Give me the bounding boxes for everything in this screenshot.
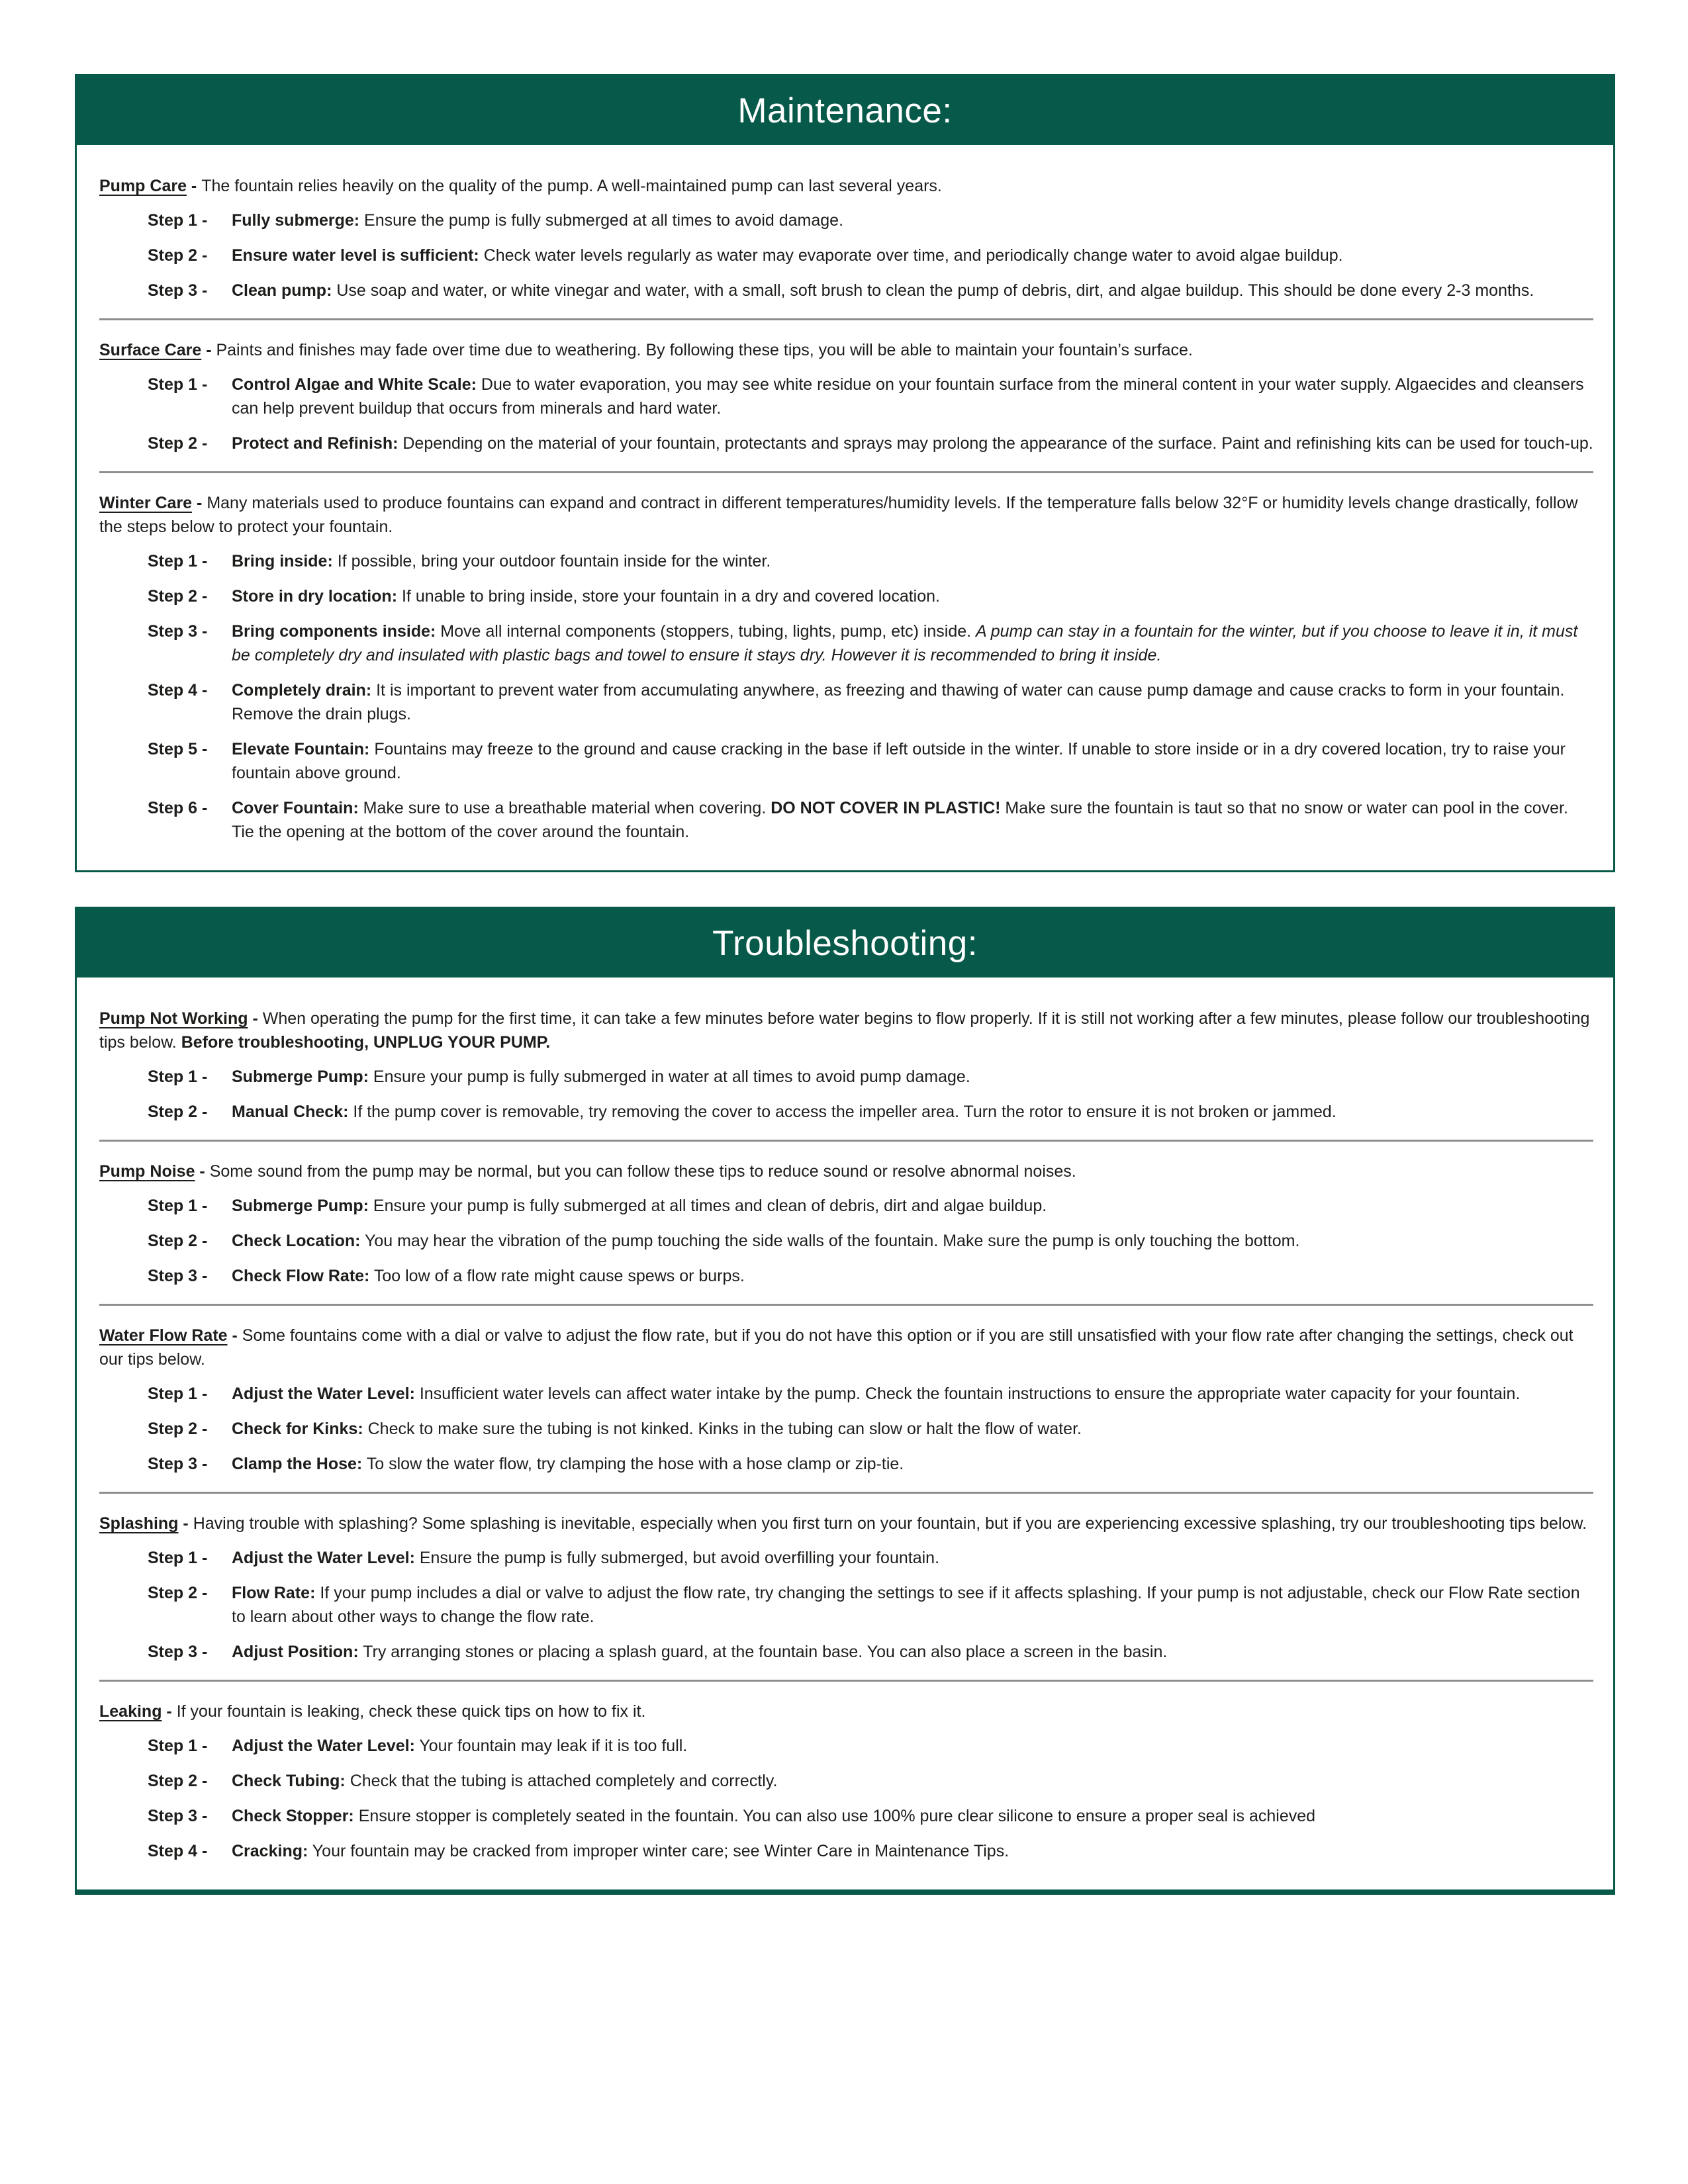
step-text [232, 737, 1593, 785]
intro-text: Paints and finishes may fade over time due to weathering. By following these tips, you will be able to maintain your fountain’s surface. [216, 341, 1193, 359]
step-lead: Bring components inside: [232, 622, 436, 641]
step-lead: Cracking: [232, 1842, 308, 1860]
step-lead: Elevate Fountain: [232, 740, 370, 758]
intro-text: When operating the pump for the first time, it can take a few minutes before water begins to flow properly. If it is still not working after a few minutes, please follow our troubleshooting tips below. [99, 1009, 1590, 1052]
step-label: Step 1 - [148, 1737, 208, 1755]
section-heading: Water Flow Rate [99, 1326, 228, 1345]
section-divider [99, 1140, 1593, 1142]
step-text [232, 1194, 1593, 1218]
section-divider [99, 1304, 1593, 1306]
step-body: Ensure the pump is fully submerged at all times to avoid damage. [359, 211, 844, 230]
section-heading: Pump Care [99, 177, 187, 195]
section-pump-not-working [99, 1007, 1593, 1124]
troubleshooting-panel [75, 907, 1615, 1895]
step-body-2: Make sure the fountain is taut so that no snow or water can pool in the cover. Tie the opening at the bottom of the cover around the fountain. [232, 799, 1568, 841]
step-body: Fountains may freeze to the ground and cause cracking in the base if left outside in the winter. If unable to store inside or in a dry covered location, try to raise your fountain above ground. [232, 740, 1566, 782]
step-row [148, 1546, 1593, 1570]
troubleshooting-title: Troubleshooting: [712, 923, 978, 963]
step-label: Step 6 - [148, 799, 208, 817]
step-row [148, 1194, 1593, 1218]
step-label: Step 2 - [148, 1584, 208, 1602]
intro-text: Having trouble with splashing? Some splashing is inevitable, especially when you first turn on your fountain, but if you are experiencing excessive splashing, try our troubleshooting tips below. [193, 1514, 1587, 1533]
step-text [232, 1640, 1593, 1664]
step-body: Your fountain may leak if it is too full. [414, 1737, 688, 1755]
step-label: Step 4 - [148, 1842, 208, 1860]
step-body: Due to water evaporation, you may see white residue on your fountain surface from the mineral content in your water supply. Algaecides and cleansers can help prevent buildup that occurs from minerals and hard water. [232, 375, 1584, 418]
heading-dash: - [248, 1009, 263, 1028]
step-body: Try arranging stones or placing a splash guard, at the fountain base. You can also place a screen in the basin. [358, 1643, 1168, 1661]
section-divider [99, 1680, 1593, 1682]
step-label: Step 3 - [148, 622, 208, 641]
step-row [148, 1382, 1593, 1406]
section-intro [99, 1324, 1593, 1371]
maintenance-header-bar [77, 76, 1613, 145]
step-body: You may hear the vibration of the pump touching the side walls of the fountain. Make sure the pump is only touching the bottom. [360, 1232, 1300, 1250]
step-text [232, 1417, 1593, 1441]
troubleshooting-content [77, 978, 1613, 1889]
steps-list [148, 549, 1593, 844]
steps-list [148, 1382, 1593, 1476]
heading-dash: - [186, 177, 202, 195]
step-body: If your pump includes a dial or valve to adjust the flow rate, try changing the settings to see if it affects splashing. If your pump is not adjustable, check our Flow Rate section to learn about other ways to change the flow rate. [232, 1584, 1580, 1626]
step-lead: Ensure water level is sufficient: [232, 246, 479, 265]
step-row [148, 1100, 1593, 1124]
step-text [232, 1546, 1593, 1570]
step-lead: Flow Rate: [232, 1584, 316, 1602]
steps-list [148, 1546, 1593, 1664]
step-lead: Check Stopper: [232, 1807, 354, 1825]
step-label: Step 2 - [148, 1232, 208, 1250]
step-label: Step 2 - [148, 1103, 208, 1121]
intro-text: The fountain relies heavily on the quality of the pump. A well-maintained pump can last several years. [201, 177, 942, 195]
step-row [148, 1065, 1593, 1089]
step-lead: Cover Fountain: [232, 799, 359, 817]
heading-dash: - [192, 494, 207, 512]
step-row [148, 1581, 1593, 1629]
step-text [232, 1264, 1593, 1288]
heading-dash: - [201, 341, 216, 359]
section-intro [99, 1512, 1593, 1535]
steps-list [148, 1065, 1593, 1124]
step-lead: Clamp the Hose: [232, 1455, 363, 1473]
step-row [148, 1264, 1593, 1288]
step-label: Step 2 - [148, 1772, 208, 1790]
step-text [232, 1804, 1593, 1828]
step-lead: Check Flow Rate: [232, 1267, 370, 1285]
step-label: Step 2 - [148, 246, 208, 265]
step-body: Ensure stopper is completely seated in the fountain. You can also use 100% pure clear silicone to ensure a proper seal is achieved [353, 1807, 1316, 1825]
step-row [148, 737, 1593, 785]
maintenance-content [77, 145, 1613, 870]
step-text [232, 1581, 1593, 1629]
heading-dash: - [195, 1162, 210, 1181]
step-row [148, 373, 1593, 420]
steps-list [148, 1194, 1593, 1288]
maintenance-title: Maintenance: [737, 91, 953, 130]
step-text [232, 208, 1593, 232]
steps-list [148, 373, 1593, 455]
step-body: Too low of a flow rate might cause spews or burps. [369, 1267, 745, 1285]
step-label: Step 2 - [148, 434, 208, 453]
step-note-italic: A pump can stay in a fountain for the winter, but if you choose to leave it in, it must be completely dry and insulated with plastic bags and towel to ensure it stays dry. However it is recommended to bring it inside. [232, 622, 1578, 664]
intro-text: Some fountains come with a dial or valve to adjust the flow rate, but if you do not have this option or if you are still unsatisfied with your flow rate after changing the settings, check out our tips below. [99, 1326, 1573, 1369]
step-row [148, 244, 1593, 267]
step-text [232, 549, 1593, 573]
step-text [232, 373, 1593, 420]
step-lead: Completely drain: [232, 681, 372, 700]
steps-list [148, 208, 1593, 302]
section-divider [99, 318, 1593, 320]
step-label: Step 1 - [148, 1549, 208, 1567]
heading-dash: - [162, 1702, 177, 1721]
step-row [148, 208, 1593, 232]
maintenance-panel [75, 74, 1615, 872]
step-body: If unable to bring inside, store your fountain in a dry and covered location. [397, 587, 940, 606]
step-body: Ensure your pump is fully submerged at all times and clean of debris, dirt and algae buildup. [368, 1197, 1047, 1215]
heading-dash: - [178, 1514, 193, 1533]
step-label: Step 1 - [148, 552, 208, 570]
heading-dash: - [227, 1326, 242, 1345]
step-lead: Protect and Refinish: [232, 434, 399, 453]
step-text [232, 1734, 1593, 1758]
step-lead: Fully submerge: [232, 211, 360, 230]
step-lead: Check Location: [232, 1232, 361, 1250]
step-lead: Adjust the Water Level: [232, 1549, 415, 1567]
step-row [148, 796, 1593, 844]
step-label: Step 2 - [148, 587, 208, 606]
section-intro [99, 491, 1593, 539]
section-pump-noise [99, 1160, 1593, 1288]
step-lead: Clean pump: [232, 281, 332, 300]
section-surface-care [99, 338, 1593, 455]
step-label: Step 1 - [148, 375, 208, 394]
step-row [148, 1839, 1593, 1863]
section-water-flow-rate [99, 1324, 1593, 1476]
step-lead: Check Tubing: [232, 1772, 346, 1790]
step-body: Make sure to use a breathable material when covering. [358, 799, 771, 817]
section-winter-care [99, 491, 1593, 844]
step-text [232, 1452, 1593, 1476]
step-body: Ensure the pump is fully submerged, but avoid overfilling your fountain. [414, 1549, 940, 1567]
step-row [148, 1734, 1593, 1758]
step-strong: DO NOT COVER IN PLASTIC! [771, 799, 1001, 817]
step-label: Step 1 - [148, 1197, 208, 1215]
step-lead: Control Algae and White Scale: [232, 375, 477, 394]
section-heading: Splashing [99, 1514, 179, 1533]
step-row [148, 549, 1593, 573]
step-text [232, 619, 1593, 667]
step-label: Step 3 - [148, 1455, 208, 1473]
step-label: Step 3 - [148, 281, 208, 300]
intro-text: Many materials used to produce fountains can expand and contract in different temperatures/humidity levels. If the temperature falls below 32°F or humidity levels change drastically, follow the steps below to protect your fountain. [99, 494, 1578, 536]
step-text [232, 432, 1593, 455]
section-heading: Leaking [99, 1702, 162, 1721]
step-lead: Check for Kinks: [232, 1420, 363, 1438]
section-heading: Pump Not Working [99, 1009, 248, 1028]
section-intro [99, 1700, 1593, 1723]
step-row [148, 1452, 1593, 1476]
section-intro [99, 338, 1593, 362]
step-text [232, 279, 1593, 302]
step-body: Check to make sure the tubing is not kinked. Kinks in the tubing can slow or halt the flow of water. [363, 1420, 1082, 1438]
step-label: Step 3 - [148, 1807, 208, 1825]
step-body: Use soap and water, or white vinegar and water, with a small, soft brush to clean the pump of debris, dirt, and algae buildup. This should be done every 2-3 months. [332, 281, 1534, 300]
step-label: Step 3 - [148, 1267, 208, 1285]
step-row [148, 584, 1593, 608]
step-row [148, 1417, 1593, 1441]
step-label: Step 1 - [148, 1068, 208, 1086]
step-body: Your fountain may be cracked from improper winter care; see Winter Care in Maintenance Tips. [308, 1842, 1009, 1860]
step-text [232, 1839, 1593, 1863]
step-label: Step 4 - [148, 681, 208, 700]
step-body: If possible, bring your outdoor fountain inside for the winter. [332, 552, 771, 570]
step-row [148, 619, 1593, 667]
step-lead: Submerge Pump: [232, 1197, 369, 1215]
step-row [148, 279, 1593, 302]
step-row [148, 1804, 1593, 1828]
section-heading: Winter Care [99, 494, 193, 512]
step-body: If the pump cover is removable, try removing the cover to access the impeller area. Turn the rotor to ensure it is not broken or jammed. [348, 1103, 1336, 1121]
step-lead: Submerge Pump: [232, 1068, 369, 1086]
step-text [232, 1065, 1593, 1089]
step-row [148, 1640, 1593, 1664]
troubleshooting-header-bar [77, 909, 1613, 978]
step-row [148, 678, 1593, 726]
section-divider [99, 471, 1593, 473]
step-label: Step 1 - [148, 211, 208, 230]
step-body: Ensure your pump is fully submerged in water at all times to avoid pump damage. [368, 1068, 970, 1086]
step-body: Check water levels regularly as water may evaporate over time, and periodically change water to avoid algae buildup. [479, 246, 1343, 265]
step-text [232, 584, 1593, 608]
step-text [232, 1100, 1593, 1124]
step-lead: Adjust Position: [232, 1643, 359, 1661]
step-body: Insufficient water levels can affect water intake by the pump. Check the fountain instructions to ensure the appropriate water capacity for your fountain. [414, 1385, 1521, 1403]
step-row [148, 1769, 1593, 1793]
step-label: Step 3 - [148, 1643, 208, 1661]
steps-list [148, 1734, 1593, 1863]
section-intro [99, 174, 1593, 198]
step-body: It is important to prevent water from accumulating anywhere, as freezing and thawing of water can cause pump damage and cause cracks to form in your fountain. Remove the drain plugs. [232, 681, 1565, 723]
step-text [232, 796, 1593, 844]
step-lead: Manual Check: [232, 1103, 349, 1121]
step-row [148, 1229, 1593, 1253]
step-lead: Bring inside: [232, 552, 333, 570]
step-body: Check that the tubing is attached completely and correctly. [345, 1772, 778, 1790]
step-row [148, 432, 1593, 455]
section-pump-care [99, 174, 1593, 302]
step-lead: Adjust the Water Level: [232, 1385, 415, 1403]
intro-strong: Before troubleshooting, UNPLUG YOUR PUMP. [181, 1033, 551, 1052]
step-text [232, 678, 1593, 726]
step-body: Depending on the material of your fountain, protectants and sprays may prolong the appearance of the surface. Paint and refinishing kits can be used for touch-up. [398, 434, 1593, 453]
intro-text: Some sound from the pump may be normal, but you can follow these tips to reduce sound or resolve abnormal noises. [209, 1162, 1076, 1181]
section-intro [99, 1160, 1593, 1183]
step-label: Step 1 - [148, 1385, 208, 1403]
step-text [232, 1229, 1593, 1253]
step-body: Move all internal components (stoppers, tubing, lights, pump, etc) inside. [436, 622, 976, 641]
step-label: Step 5 - [148, 740, 208, 758]
section-intro [99, 1007, 1593, 1054]
section-divider [99, 1492, 1593, 1494]
section-splashing [99, 1512, 1593, 1664]
step-text [232, 1769, 1593, 1793]
section-leaking [99, 1700, 1593, 1863]
step-body: To slow the water flow, try clamping the hose with a hose clamp or zip-tie. [362, 1455, 904, 1473]
step-text [232, 244, 1593, 267]
intro-text: If your fountain is leaking, check these quick tips on how to fix it. [176, 1702, 646, 1721]
step-lead: Store in dry location: [232, 587, 398, 606]
step-label: Step 2 - [148, 1420, 208, 1438]
section-heading: Surface Care [99, 341, 202, 359]
step-text [232, 1382, 1593, 1406]
section-heading: Pump Noise [99, 1162, 195, 1181]
step-lead: Adjust the Water Level: [232, 1737, 415, 1755]
